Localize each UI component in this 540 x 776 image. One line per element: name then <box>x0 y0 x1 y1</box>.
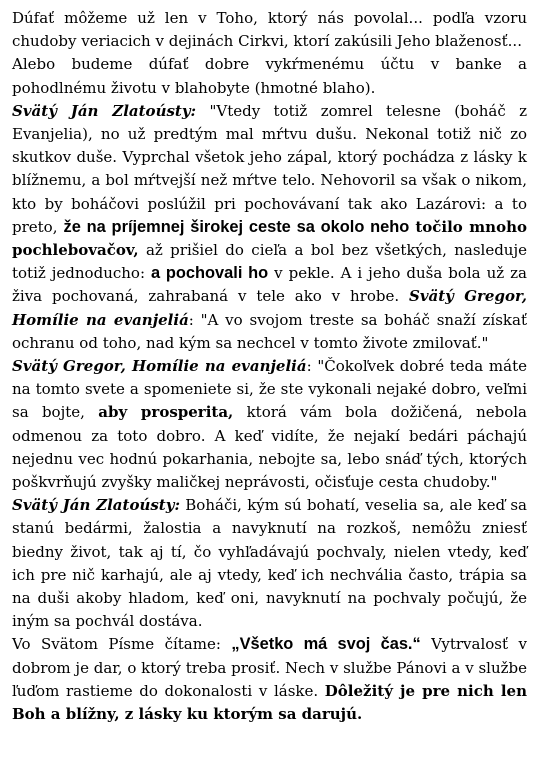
text-segment: Vytrvalosť v dobrom je dar, o ktorý treba prosiť. Nech v službe Pánovi a v službe ľuďom rastieme do dokonalosti v láske. <box>12 635 527 700</box>
paragraph-hope <box>12 53 527 99</box>
emphasis-text: Dôležitý je pre nich len Boh a blížny, z lásky ku ktorým sa darujú. <box>12 681 528 724</box>
emphasis-text: točilo mnoho pochlebovačov, <box>12 217 527 260</box>
paragraph-intro <box>12 7 527 53</box>
text-segment: Boháči, kým sú bohatí, veselia sa, ale keď sa stanú bedármi, žalostia a navyknutí na rozkoš, nemôžu zniesť biedny život, tak aj tí, čo vyhľadávajú pochvaly, nielen vtedy, keď ich pre nič karhajú, ale aj vtedy, keď ich nechvália často, trápia sa na duši akoby hladom, keď oni, navyknutí na pochvaly počujú, že iným sa pochvál dostáva. <box>12 496 527 631</box>
emphasis-text: že na príjemnej širokej ceste sa okolo neho <box>63 217 410 236</box>
paragraph-scripture <box>12 633 527 726</box>
paragraph-chrysostom-1 <box>12 100 527 355</box>
emphasis-text: aby prosperita, <box>98 403 234 422</box>
citation-source: Svätý Gregor, Homílie na evanjeliá <box>12 357 307 376</box>
text-segment: v pekle. A i jeho duša bola už za živa pochovaná, zahrabaná v tele ako v hrobe. <box>12 264 527 306</box>
document-body <box>12 7 527 726</box>
citation-source: Svätý Gregor, Homílie na evanjeliá <box>12 287 527 329</box>
emphasis-text: „Všetko má svoj čas.“ <box>231 635 421 654</box>
text-segment: "Vtedy totiž zomrel telesne (boháč z Evanjelia), no už predtým mal mŕtvu dušu. Nekonal totiž nič zo skutkov duše. Vyprchal všetok jeho zápal, ktorý pochádza z lásky k blížnemu, a bol mŕtvejší než mŕtve telo. Nehovoril sa však o nikom, kto by boháčovi poslúžil pri pochovávaní tak ako Lazárovi: a to preto, <box>12 101 527 236</box>
text-segment: až prišiel do cieľa a bol bez všetkých, nasleduje totiž jednoducho: <box>12 241 527 283</box>
paragraph-gregory <box>12 355 527 494</box>
citation-source: Svätý Ján Zlatoústy: <box>12 101 197 120</box>
emphasis-text: a pochovali ho <box>150 264 269 283</box>
text-segment: ktorá vám bola dožičená, nebola odmenou za toto dobro. A keď vidíte, že nejakí bedári páchajú nejednu vec hodnú pokarhania, nebojte sa, lebo snáď tých, ktorých poškvrňujú zvyšky maličkej neprávosti, očisťuje cesta chudoby." <box>12 403 528 492</box>
text-segment: : "Čokoľvek dobré teda máte na tomto svete a spomeniete si, že ste vykonali nejaké dobro, veľmi sa bojte, <box>12 357 527 422</box>
text-segment: Alebo budeme dúfať dobre vykŕmenému účtu v banke a pohodlnému životu v blahobyte (hmotné blaho). <box>12 55 527 97</box>
text-segment: Vo Svätom Písme čítame: <box>12 635 232 654</box>
paragraph-chrysostom-2 <box>12 494 527 633</box>
citation-source: Svätý Ján Zlatoústy: <box>12 496 180 515</box>
text-segment: Dúfať môžeme už len v Toho, ktorý nás povolal... podľa vzoru chudoby veriacich v dejinách Cirkvi, ktorí zakúsili Jeho blaženosť... <box>12 9 527 51</box>
text-segment: : "A vo svojom treste sa boháč snaží získať ochranu od toho, nad kým sa nechcel v tomto živote zmilovať." <box>12 310 527 352</box>
